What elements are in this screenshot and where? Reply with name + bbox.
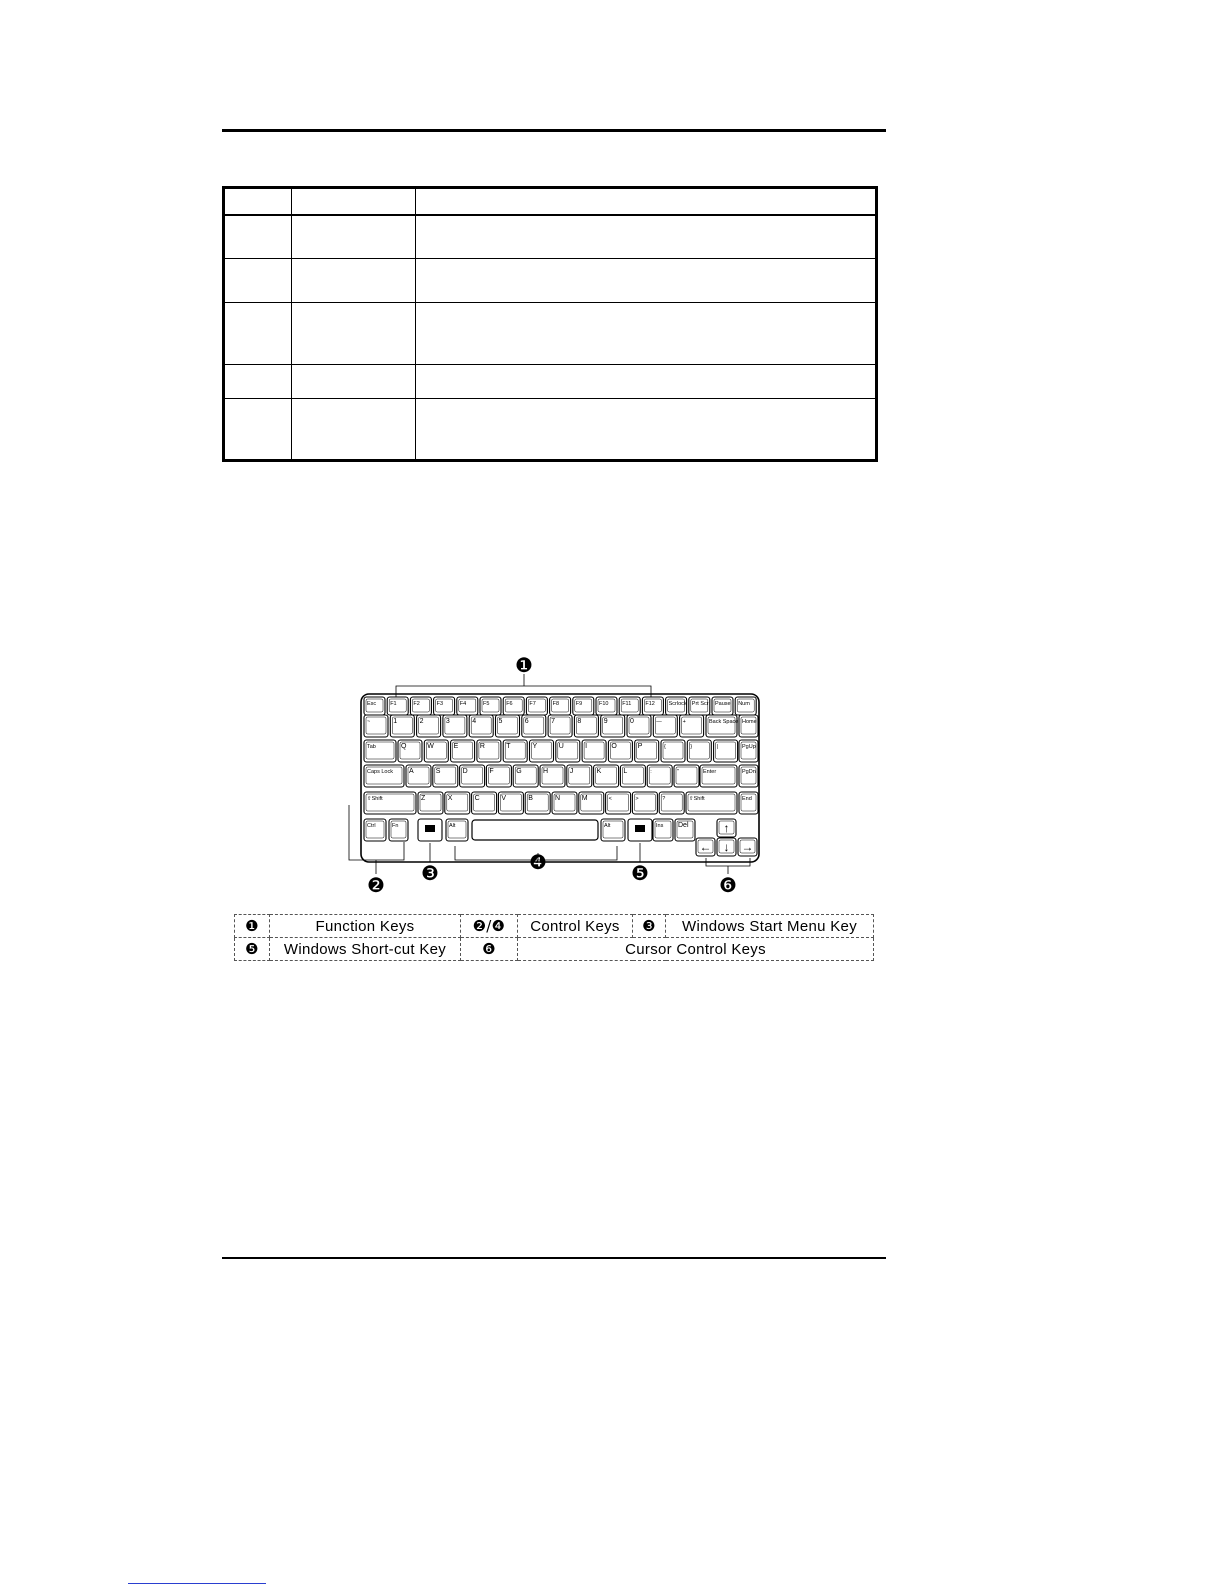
key-label-scrlock: Scrlock	[668, 701, 687, 707]
key-label-capslock: Caps Lock	[367, 769, 393, 775]
key-label-q: Q	[401, 743, 407, 750]
key-label-e: E	[453, 743, 459, 750]
bracket-function-keys	[396, 686, 651, 697]
key-label-rshift: ⇧Shift	[689, 796, 705, 802]
key-label-f1: F1	[390, 701, 397, 707]
key-f4	[457, 697, 478, 715]
key-f8	[550, 697, 571, 715]
key-f6	[503, 697, 524, 715]
key-label-t: T	[506, 743, 511, 750]
key-f3	[434, 697, 455, 715]
key-label-d4: 4	[472, 718, 477, 725]
callout-1: ❶	[515, 655, 533, 677]
key-label-d7: 7	[551, 718, 556, 725]
key-tab	[364, 740, 396, 762]
key-label-esc: Esc	[367, 701, 377, 707]
legend-label-windows-shortcut-key: Windows Short-cut Key	[270, 938, 461, 961]
callout-4: ❹	[529, 852, 547, 874]
key-left	[696, 838, 715, 856]
key-label-f10: F10	[599, 701, 609, 707]
key-label-backspace: Back Space	[709, 719, 739, 725]
key-c	[472, 792, 497, 814]
key-label-h: H	[543, 768, 549, 775]
key-label-comma: <	[608, 796, 612, 802]
legend-label-cursor-control-keys: Cursor Control Keys	[518, 938, 874, 961]
key-esc	[364, 697, 385, 715]
key-label-lalt: Alt	[449, 823, 456, 829]
key-up	[717, 819, 736, 837]
key-label-f5: F5	[483, 701, 490, 707]
legend-number: ❶	[235, 915, 270, 938]
callout-5: ❺	[631, 863, 649, 885]
key-d1	[390, 715, 414, 737]
key-f10	[596, 697, 617, 715]
key-w	[424, 740, 448, 762]
key-label-f3: F3	[436, 701, 444, 707]
key-h	[540, 765, 565, 787]
key-label-f: F	[489, 768, 494, 775]
key-semi	[647, 765, 672, 787]
key-end	[739, 792, 758, 814]
key-f5	[480, 697, 501, 715]
key-label-pipe: |	[716, 744, 719, 750]
key-label-f9: F9	[575, 701, 583, 707]
key-pipe	[714, 740, 738, 762]
key-label-m: M	[581, 795, 588, 802]
key-label-home: Home	[742, 719, 757, 725]
key-label-f11: F11	[622, 701, 632, 707]
key-x	[445, 792, 470, 814]
key-l	[620, 765, 645, 787]
key-label-p: P	[637, 743, 643, 750]
key-d0	[627, 715, 651, 737]
legend-number: ❷/❹	[461, 915, 518, 938]
key-plus	[680, 715, 704, 737]
key-numlock	[735, 697, 756, 715]
legend-row	[235, 938, 874, 961]
legend-label-function-keys: Function Keys	[270, 915, 461, 938]
key-label-y: Y	[532, 743, 538, 750]
key-label-lbr: {	[664, 744, 666, 750]
key-label-period: >	[635, 796, 639, 802]
key-label-pause: Pause	[715, 701, 731, 707]
key-d4	[469, 715, 493, 737]
key-b	[525, 792, 550, 814]
menu-icon	[635, 825, 645, 832]
key-lbr	[661, 740, 685, 762]
windows-logo-icon	[425, 825, 435, 832]
key-f	[486, 765, 511, 787]
key-a	[406, 765, 431, 787]
key-label-f4: F4	[459, 701, 467, 707]
key-backspace	[706, 715, 738, 737]
key-label-fn: Fn	[392, 823, 399, 829]
key-pgup	[739, 740, 758, 762]
key-label-f12: F12	[645, 701, 655, 707]
key-r	[477, 740, 501, 762]
key-label-d3: 3	[445, 718, 450, 725]
key-p	[635, 740, 659, 762]
key-label-pgup: PgUp	[742, 744, 756, 750]
key-n	[552, 792, 577, 814]
key-label-end: End	[742, 796, 752, 802]
key-ins	[653, 819, 673, 841]
key-label-d9: 9	[603, 718, 608, 725]
key-label-d2: 2	[419, 718, 424, 725]
key-label-minus: —	[656, 719, 662, 725]
key-j	[567, 765, 592, 787]
key-f11	[619, 697, 640, 715]
key-label-numlock: Num	[738, 701, 750, 707]
key-label-d: D	[462, 768, 468, 775]
key-label-c: C	[474, 795, 480, 802]
key-period	[632, 792, 657, 814]
key-label-tab: Tab	[367, 744, 376, 750]
key-label-z: Z	[421, 795, 426, 802]
footer-link-underline	[128, 1583, 266, 1584]
legend-label-control-keys: Control Keys	[518, 915, 633, 938]
key-label-j: J	[569, 768, 574, 775]
key-f12	[642, 697, 663, 715]
key-label-f2: F2	[413, 701, 420, 707]
key-label-x: X	[447, 795, 453, 802]
key-label-l: L	[623, 768, 628, 775]
key-label-del: Del	[678, 822, 689, 829]
legend-number: ❻	[461, 938, 518, 961]
key-ralt	[601, 819, 625, 841]
key-label-semi: :	[650, 769, 652, 775]
key-f2	[410, 697, 431, 715]
key-d2	[417, 715, 441, 737]
key-label-down: ↓	[723, 840, 730, 854]
key-label-quote: "	[677, 769, 679, 775]
key-label-n: N	[555, 795, 561, 802]
key-slash	[659, 792, 684, 814]
key-label-a: A	[409, 768, 414, 775]
callout-6: ❻	[719, 875, 737, 897]
key-pgdn	[739, 765, 758, 787]
key-d6	[522, 715, 546, 737]
key-label-d8: 8	[577, 718, 582, 725]
key-prtscr	[689, 697, 710, 715]
key-g	[513, 765, 538, 787]
legend-label-windows-start-menu-key: Windows Start Menu Key	[666, 915, 874, 938]
key-label-ins: Ins	[656, 823, 664, 829]
key-label-left: ←	[699, 840, 712, 854]
key-pause	[712, 697, 733, 715]
callout-3: ❸	[421, 863, 439, 885]
key-label-right: →	[741, 840, 754, 854]
key-label-s: S	[435, 768, 441, 775]
key-d7	[548, 715, 572, 737]
key-lshift	[364, 792, 416, 814]
key-minus	[653, 715, 677, 737]
key-label-d0: 0	[630, 718, 634, 725]
legend-row	[235, 915, 874, 938]
key-label-tilde: ~	[367, 719, 371, 725]
key-label-k: K	[596, 768, 602, 775]
key-label-r: R	[479, 743, 485, 750]
key-tilde	[364, 715, 388, 737]
key-rbr	[687, 740, 711, 762]
key-t	[503, 740, 527, 762]
key-label-b: B	[528, 795, 533, 802]
key-q	[398, 740, 422, 762]
key-k	[594, 765, 619, 787]
key-d9	[601, 715, 625, 737]
key-label-g: G	[516, 768, 522, 775]
key-quote	[674, 765, 699, 787]
key-label-f6: F6	[506, 701, 513, 707]
key-u	[556, 740, 580, 762]
key-scrlock	[666, 697, 687, 715]
key-right	[738, 838, 757, 856]
win-menu-key	[628, 819, 652, 841]
key-z	[418, 792, 443, 814]
key-label-rbr: }	[690, 744, 693, 750]
key-label-ctrl: Ctrl	[367, 823, 376, 829]
key-label-v: V	[501, 795, 507, 802]
key-fn	[389, 819, 408, 841]
key-capslock	[364, 765, 404, 787]
key-label-pgdn: PgDn	[742, 769, 756, 775]
key-comma	[606, 792, 631, 814]
key-enter	[700, 765, 737, 787]
key-f7	[526, 697, 547, 715]
key-label-enter: Enter	[703, 769, 717, 775]
legend-table	[234, 914, 874, 961]
key-label-ralt: Alt	[604, 823, 611, 829]
key-d8	[574, 715, 598, 737]
key-ctrl	[364, 819, 386, 841]
key-e	[451, 740, 475, 762]
key-down	[717, 838, 736, 856]
key-label-d6: 6	[524, 718, 529, 725]
footer-rule	[222, 1257, 886, 1259]
key-f1	[387, 697, 408, 715]
legend-number: ❸	[633, 915, 666, 938]
key-lalt	[446, 819, 468, 841]
key-v	[498, 792, 523, 814]
key-label-u: U	[558, 743, 564, 750]
key-home	[739, 715, 758, 737]
key-y	[530, 740, 554, 762]
key-label-plus: +	[682, 719, 686, 725]
win-start-key	[418, 819, 442, 841]
callout-2: ❷	[367, 875, 385, 897]
key-s	[433, 765, 458, 787]
key-label-d1: 1	[393, 718, 398, 725]
spacebar-key	[472, 820, 598, 840]
key-i	[582, 740, 606, 762]
key-label-o: O	[611, 743, 617, 750]
key-label-f8: F8	[552, 701, 560, 707]
key-label-prtscr: Prt Scr	[691, 701, 709, 707]
legend-number: ❺	[235, 938, 270, 961]
key-label-d5: 5	[498, 718, 503, 725]
key-label-slash: ?	[662, 796, 666, 802]
key-o	[608, 740, 632, 762]
key-m	[579, 792, 604, 814]
key-rshift	[686, 792, 737, 814]
key-label-i: I	[585, 743, 588, 750]
key-d3	[443, 715, 467, 737]
key-f9	[573, 697, 594, 715]
key-d5	[496, 715, 520, 737]
key-label-up: ↑	[723, 821, 730, 835]
key-label-f7: F7	[529, 701, 536, 707]
key-d	[460, 765, 485, 787]
key-del	[675, 819, 695, 841]
key-label-w: W	[427, 743, 434, 750]
key-label-lshift: ⇧Shift	[367, 796, 383, 802]
